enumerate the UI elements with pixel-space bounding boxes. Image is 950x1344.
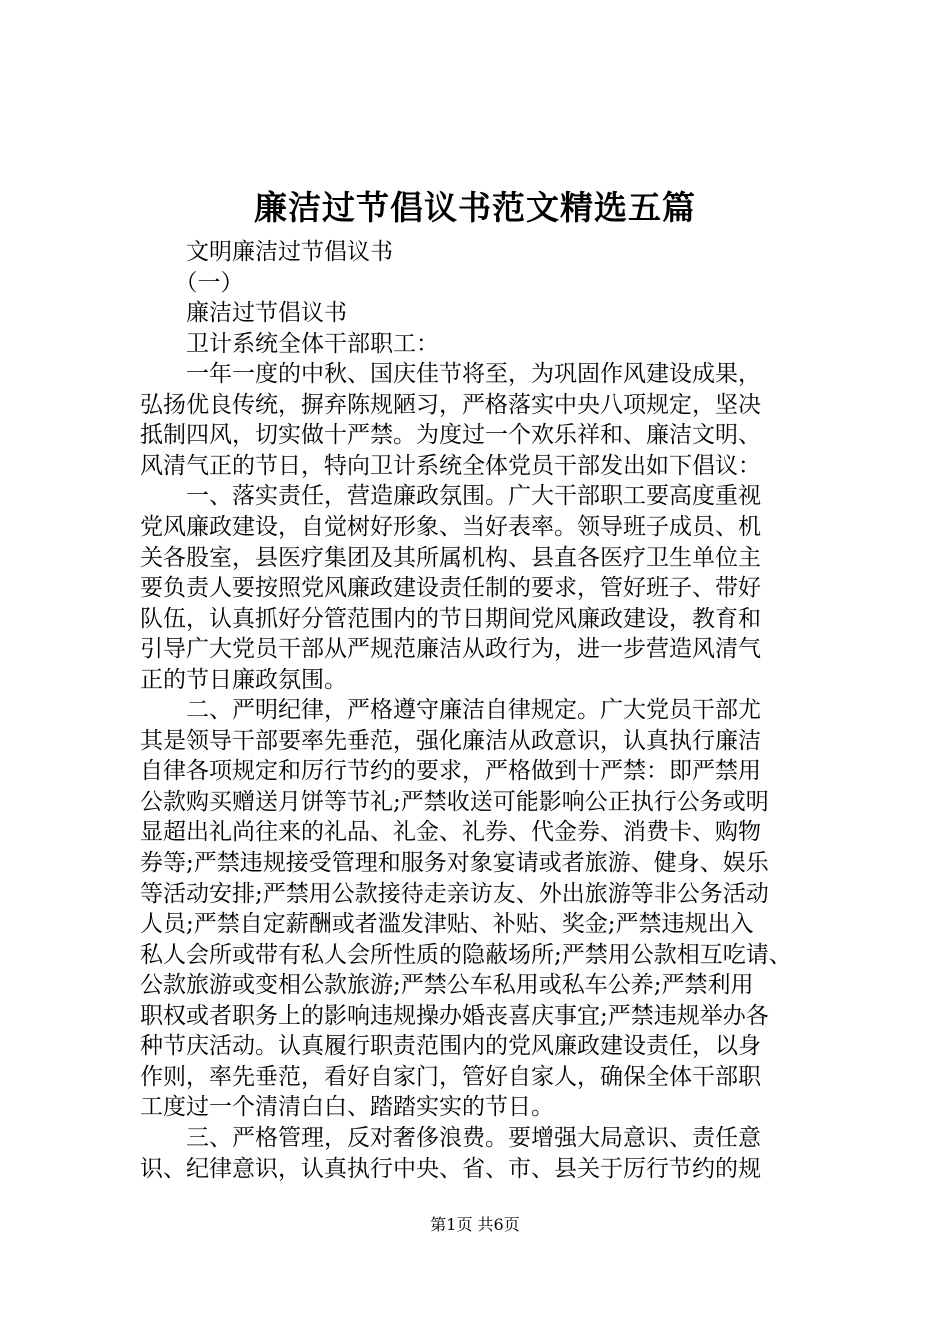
body-line: 公款旅游或变相公款旅游;严禁公车私用或私车公养;严禁利用 [140,972,754,998]
body-line: 引导广大党员干部从严规范廉洁从政行为，进一步营造风清气 [140,636,761,662]
body-line: 党风廉政建设，自觉树好形象、当好表率。领导班子成员、机 [140,514,761,540]
body-line: 风清气正的节日，特向卫计系统全体党员干部发出如下倡议： [140,453,761,479]
body-line: 显超出礼尚往来的礼品、礼金、礼券、代金券、消费卡、购物 [140,819,761,845]
body-line: 种节庆活动。认真履行职责范围内的党风廉政建设责任，以身 [140,1033,761,1059]
body-line: 二、严明纪律，严格遵守廉洁自律规定。广大党员干部尤 [140,697,761,723]
body-line: 卫计系统全体干部职工： [140,331,439,357]
body-line: 弘扬优良传统，摒弃陈规陋习，严格落实中央八项规定，坚决 [140,392,761,418]
body-line: 等活动安排;严禁用公款接待走亲访友、外出旅游等非公务活动 [140,881,769,907]
body-line: 关各股室，县医疗集团及其所属机构、县直各医疗卫生单位主 [140,545,761,571]
body-line: 要负责人要按照党风廉政建设责任制的要求，管好班子、带好 [140,575,761,601]
body-line: 一、落实责任，营造廉政氛围。广大干部职工要高度重视 [140,483,761,509]
body-line: 职权或者职务上的影响违规操办婚丧喜庆事宜;严禁违规举办各 [140,1003,769,1029]
body-line: 作则，率先垂范，看好自家门，管好自家人，确保全体干部职 [140,1064,761,1090]
page-number: 第1页 共6页 [430,1215,520,1234]
body-line: 公款购买赠送月饼等节礼;严禁收送可能影响公正执行公务或明 [140,789,769,815]
body-line: 识、纪律意识，认真执行中央、省、市、县关于厉行节约的规 [140,1156,761,1182]
body-line: 其是领导干部要率先垂范，强化廉洁从政意识，认真执行廉洁 [140,728,761,754]
body-line: 文明廉洁过节倡议书 [140,239,393,265]
body-line: 人员;严禁自定薪酬或者滥发津贴、补贴、奖金;严禁违规出入 [140,911,754,937]
body-line: 自律各项规定和厉行节约的要求，严格做到十严禁：即严禁用 [140,758,761,784]
body-line: 券等;严禁违规接受管理和服务对象宴请或者旅游、健身、娱乐 [140,850,769,876]
body-line: 一年一度的中秋、国庆佳节将至，为巩固作风建设成果， [140,361,761,387]
body-line: （一） [140,270,244,296]
body-line: 工度过一个清清白白、踏踏实实的节日。 [140,1094,554,1120]
body-line: 正的节日廉政氛围。 [140,667,347,693]
body-line: 私人会所或带有私人会所性质的隐蔽场所;严禁用公款相互吃请、 [140,942,792,968]
body-line: 三、严格管理，反对奢侈浪费。要增强大局意识、责任意 [140,1125,761,1151]
document-title: 廉洁过节倡议书范文精选五篇 [254,188,696,227]
body-line: 队伍，认真抓好分管范围内的节日期间党风廉政建设，教育和 [140,606,761,632]
body-line: 抵制四风，切实做十严禁。为度过一个欢乐祥和、廉洁文明、 [140,422,761,448]
body-line: 廉洁过节倡议书 [140,300,347,326]
